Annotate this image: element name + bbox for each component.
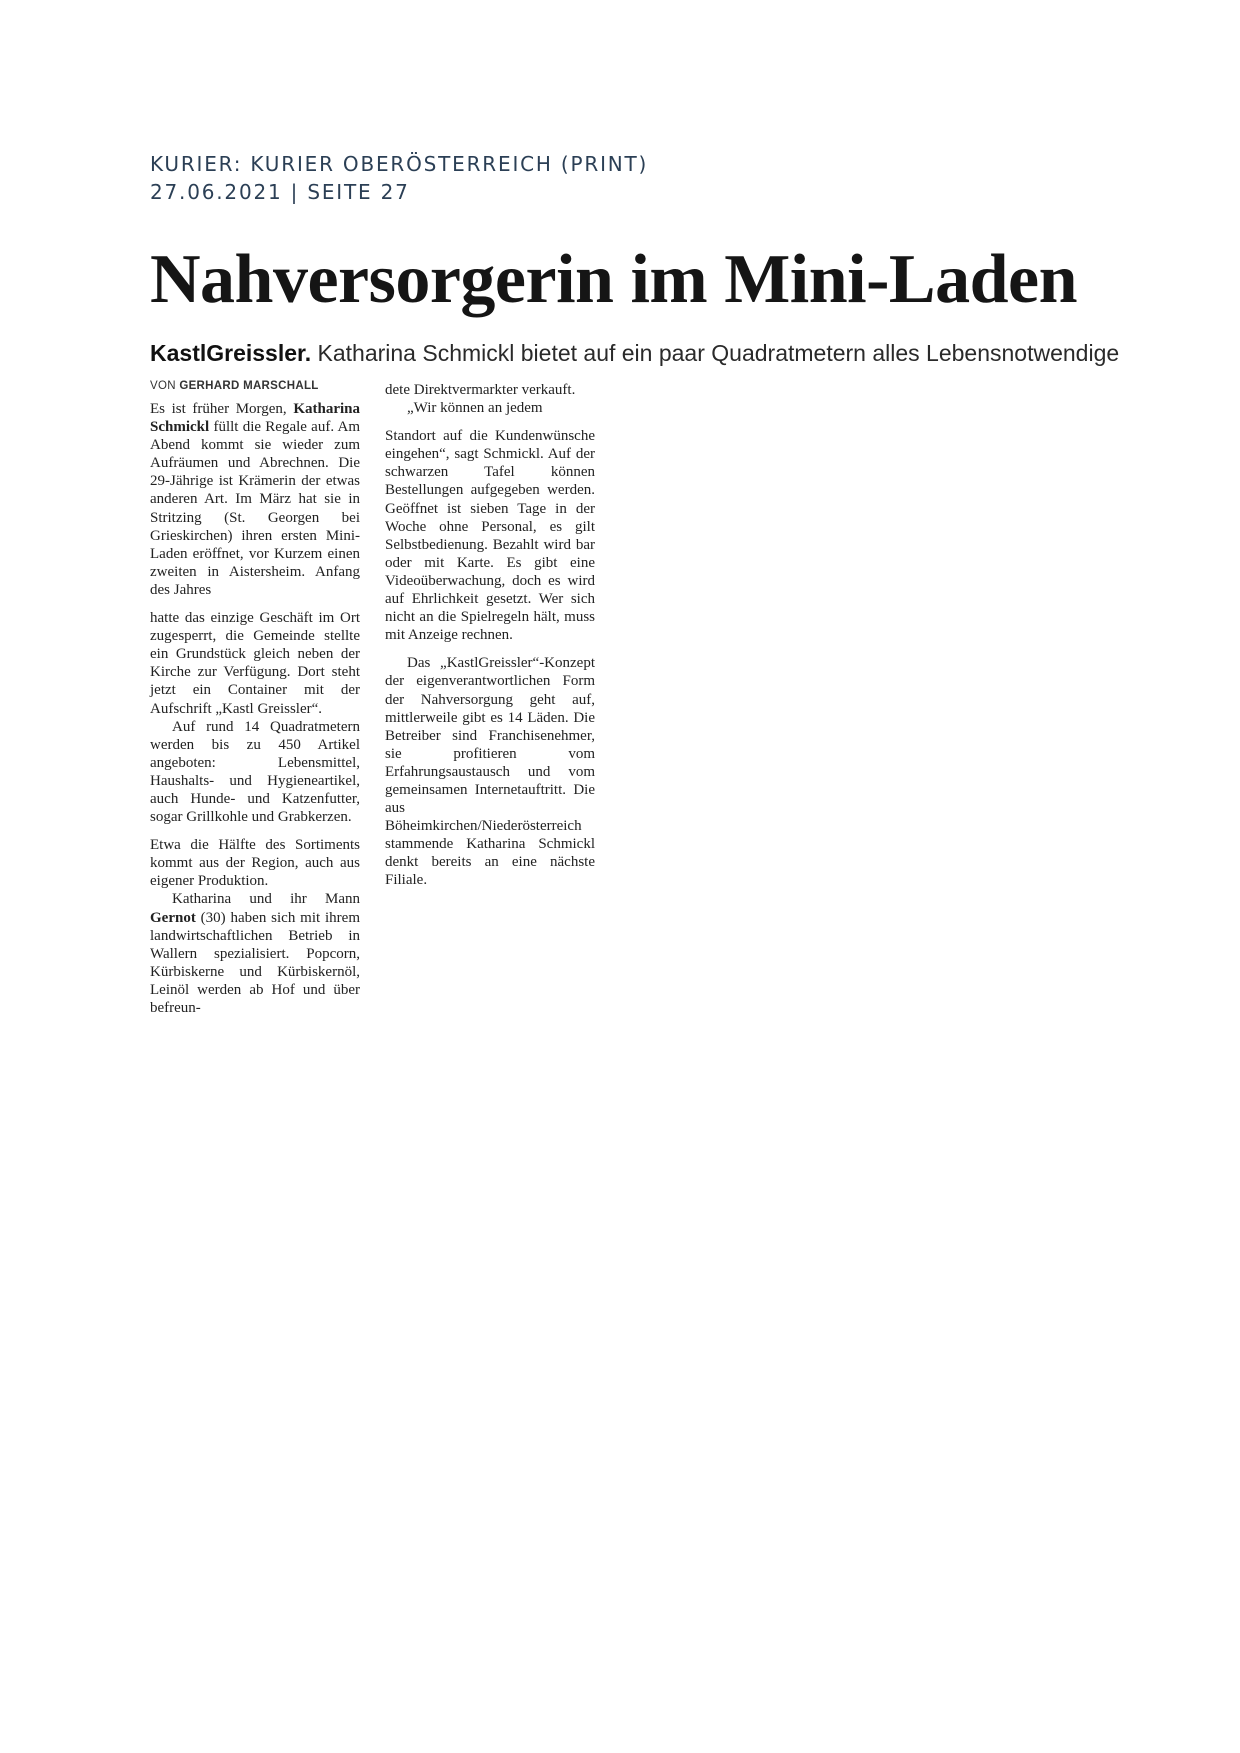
- paragraph: „Wir können an jedem: [407, 400, 543, 417]
- paragraph: Auf rund 14 Quadratmetern werden bis zu 450 Artikel angeboten: Lebensmittel, Haushalts- und Hygieneartikel, auch Hunde- und Katzenfutter, sogar Grillkohle und Grabkerzen.: [150, 718, 360, 826]
- paragraph-text: Es ist früher Morgen,: [150, 401, 287, 417]
- paragraph: [150, 400, 360, 599]
- paragraph-text: (30) haben sich mit ihrem landwirtschaftlichen Betrieb in Wallern spezialisiert. Popcorn, Kürbiskerne und Kürbiskernöl, Leinöl werden ab Hof und über befreun-: [150, 909, 360, 1016]
- publication-name: KURIER: KURIER OBERÖSTERREICH (PRINT): [150, 152, 649, 176]
- byline-author: GERHARD MARSCHALL: [179, 380, 319, 392]
- article-column-2: [385, 381, 595, 890]
- article-subheadline: [150, 338, 1190, 368]
- paragraph-text: Katharina und ihr Mann: [172, 891, 360, 908]
- person-name: Katharina Schmickl: [150, 401, 360, 436]
- paragraph: Das „KastlGreissler“-Konzept der eigenverantwortlichen Form der Nahversorgung geht auf, mittlerweile gibt es 14 Läden. Die Betreiber sind Franchisenehmer, sie profitieren vom Erfahrungsaustausch und vom gemeinsamen Internetauftritt. Die aus Böheimkirchen/Niederösterreich stammende Katharina Schmickl denkt bereits an eine nächste Filiale.: [385, 655, 595, 889]
- paragraph: dete Direktvermarkter verkauft.: [385, 382, 576, 398]
- article-byline: [150, 380, 319, 392]
- person-name: Gernot: [150, 909, 196, 926]
- paragraph: [150, 890, 360, 1017]
- paragraph-text: füllt die Regale auf. Am Abend kommt sie wieder zum Aufräumen und Abrechnen. Die 29-Jährige ist Krämerin der etwas anderen Art. Im März hat sie in Stritzing (St. Georgen bei Grieskirchen) ihren ersten Mini-Laden eröffnet, vor Kurzem einen zweiten in Aistersheim. Anfang des Jahres: [150, 419, 361, 598]
- paragraph: hatte das einzige Geschäft im Ort zugesperrt, die Gemeinde stellte ein Grundstück gleich neben der Kirche zur Verfügung. Dort steht jetzt ein Container mit der Aufschrift „Kastl Greissler“.: [150, 610, 360, 717]
- paragraph: Standort auf die Kundenwünsche eingehen“, sagt Schmickl. Auf der schwarzen Tafel können Bestellungen aufgegeben werden. Geöffnet ist sieben Tage in der Woche ohne Personal, es gilt Selbstbedienung. Bezahlt wird bar oder mit Karte. Es gibt eine Videoüberwachung, doch es wird auf Ehrlichkeit gesetzt. Wer sich nicht an die Spielregeln hält, muss mit Anzeige rechnen.: [385, 428, 595, 644]
- article-kicker: KastlGreissler.: [150, 340, 312, 366]
- publication-date-page: 27.06.2021 | SEITE 27: [150, 180, 410, 204]
- paragraph: Etwa die Hälfte des Sortiments kommt aus der Region, auch aus eigener Produktion.: [150, 837, 360, 890]
- source-header: [150, 150, 648, 206]
- article-column-1: [150, 400, 360, 1017]
- byline-prefix: VON: [150, 380, 176, 392]
- subheadline-text: Katharina Schmickl bietet auf ein paar Quadratmetern alles Lebensnotwendige: [317, 340, 1120, 366]
- article-headline: Nahversorgerin im Mini-Laden: [150, 241, 1078, 318]
